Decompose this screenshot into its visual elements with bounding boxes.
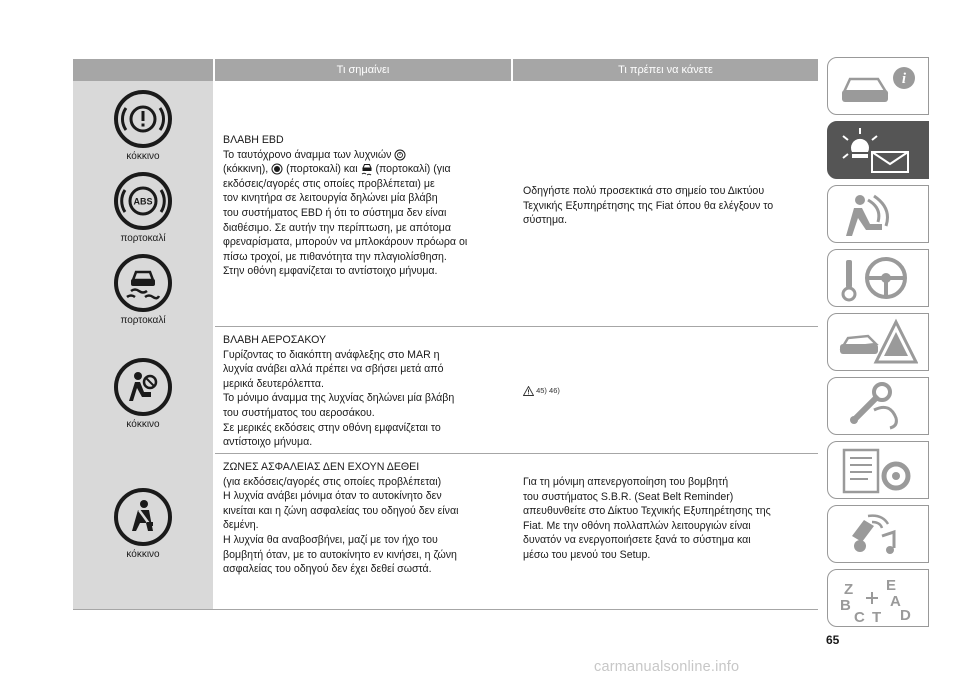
watermark: carmanualsonline.info	[594, 659, 740, 675]
page-number: 65	[826, 633, 840, 647]
tab-car-info[interactable]	[827, 57, 929, 115]
row-divider	[215, 326, 818, 327]
header-icon-column	[73, 59, 213, 81]
airbag-safety-icon	[838, 190, 918, 240]
svg-text:i: i	[901, 71, 907, 87]
caution-triangle-icon	[523, 386, 534, 396]
warning-lights-icon	[838, 126, 918, 176]
airbag-fault-description: ΒΛΑΒΗ ΑΕΡΟΣΑΚΟΥ Γυρίζοντας το διακόπτη ανάφλεξης στο MAR η λυχνία ανάβει αλλά πρέπει να σβήσει μετά από μερικά δευτερόλεπτα. Το μόνιμο άναμμα της λυχνίας δηλώνει μία βλάβη του συστήματος του αεροσάκου. Σε μερικές εκδόσεις στην οθόνη εμφανίζεται το αντίστοιχο μήνυμα.	[223, 334, 455, 449]
brake-warning-icon	[113, 89, 173, 149]
tab-starting-driving[interactable]	[827, 249, 929, 307]
abs-icon	[113, 171, 173, 231]
index-letters-icon	[838, 574, 918, 624]
tab-maintenance[interactable]	[827, 377, 929, 435]
svg-text:ABS: ABS	[133, 196, 153, 207]
lamp-abs	[73, 171, 213, 244]
tab-warning-lights[interactable]	[827, 121, 929, 179]
table-bottom-rule	[73, 609, 818, 610]
airbag-icon	[113, 357, 173, 417]
specifications-icon	[838, 446, 918, 496]
key-steering-wheel-icon	[838, 254, 918, 304]
tab-index[interactable]	[827, 569, 929, 627]
brake-warning-icon	[394, 149, 406, 161]
header-meaning: Τι σημαίνει	[215, 59, 511, 81]
tab-safety[interactable]	[827, 185, 929, 243]
lamp-color-label: κόκκινο	[126, 419, 160, 430]
index-letter: T	[872, 609, 882, 624]
lamp-airbag	[73, 357, 213, 430]
lamp-color-label: πορτοκαλί	[120, 233, 166, 244]
index-letter: D	[900, 607, 911, 624]
tab-multimedia[interactable]	[827, 505, 929, 563]
multimedia-icon	[838, 510, 918, 560]
header-action: Τι πρέπει να κάνετε	[513, 59, 818, 81]
index-letter: C	[854, 609, 865, 624]
lamp-color-label: πορτοκαλί	[120, 315, 166, 326]
seatbelt-action: Για τη μόνιμη απενεργοποίηση του βομβητή του συστήματος S.B.R. (Seat Belt Reminder) απευθυνθείτε στο Δίκτυο Τεχνικής Εξυπηρέτησης της Fiat. Με την οθόνη πολλαπλών λειτουργιών είναι δυνατόν να ενεργοποιήσετε ξανά το σύστημα και μέσω του μενού του Setup.	[523, 476, 771, 561]
warning-lights-table	[73, 59, 818, 610]
skidding-car-icon	[113, 253, 173, 313]
lamp-esc	[73, 253, 213, 326]
breakdown-triangle-icon	[838, 318, 918, 368]
warning-reference: 45) 46)	[523, 386, 560, 396]
seatbelt-icon	[113, 487, 173, 547]
skidding-car-icon	[361, 163, 373, 176]
maintenance-wrench-icon	[838, 382, 918, 432]
index-letter: E	[886, 577, 897, 594]
abs-icon	[271, 163, 283, 175]
car-info-icon	[838, 62, 918, 112]
index-letter: A	[890, 593, 901, 610]
ebd-fault-description: ΒΛΑΒΗ EBD Το ταυτόχρονο άναμμα των λυχνιών (κόκκινη), (πορτοκαλί) και (πορτοκαλί) (για εκδόσεις/αγορές στις οποίες προβλέπεται) με τον κινητήρα σε λειτουργία δηλώνει μία βλάβη του συστήματος EBD ή ότι το σύστημα δεν είναι διαθέσιμο. Σε αυτήν την περίπτωση, με απότομα φρεναρίσματα, μπορούν να μπλοκάρουν πρόωρα οι πίσω τροχοί, με πιθανότητα την πλαγιολίσθηση. Στην οθόνη εμφανίζεται το αντίστοιχο μήνυμα.	[223, 134, 468, 278]
row-divider	[215, 453, 818, 454]
ebd-fault-action: Οδηγήστε πολύ προσεκτικά στο σημείο του Δικτύου Τεχνικής Εξυπηρέτησης της Fiat όπου θα ελέγξουν το σύστημα.	[523, 185, 774, 227]
index-letter: Z	[844, 581, 854, 598]
lamp-color-label: κόκκινο	[126, 151, 160, 162]
tab-specifications[interactable]	[827, 441, 929, 499]
lamp-color-label: κόκκινο	[126, 549, 160, 560]
lamp-brake	[73, 89, 213, 162]
tab-emergency[interactable]	[827, 313, 929, 371]
lamp-seatbelt	[73, 487, 213, 560]
index-letter: B	[840, 597, 851, 614]
seatbelt-description: ΖΩΝΕΣ ΑΣΦΑΛΕΙΑΣ ΔΕΝ ΕΧΟΥΝ ΔΕΘΕΙ (για εκδόσεις/αγορές στις οποίες προβλέπεται) Η λυχνία ανάβει μόνιμα όταν το αυτοκίνητο δεν κινείται και η ζώνη ασφαλείας του οδηγού δεν είναι δεμένη. Η λυχνία θα αναβοσβήνει, μαζί με τον ήχο του βομβητή όταν, με το αυτοκίνητο εν κινήσει, η ζώνη ασφαλείας του οδηγού δεν έχει δεθεί σωστά.	[223, 461, 459, 576]
